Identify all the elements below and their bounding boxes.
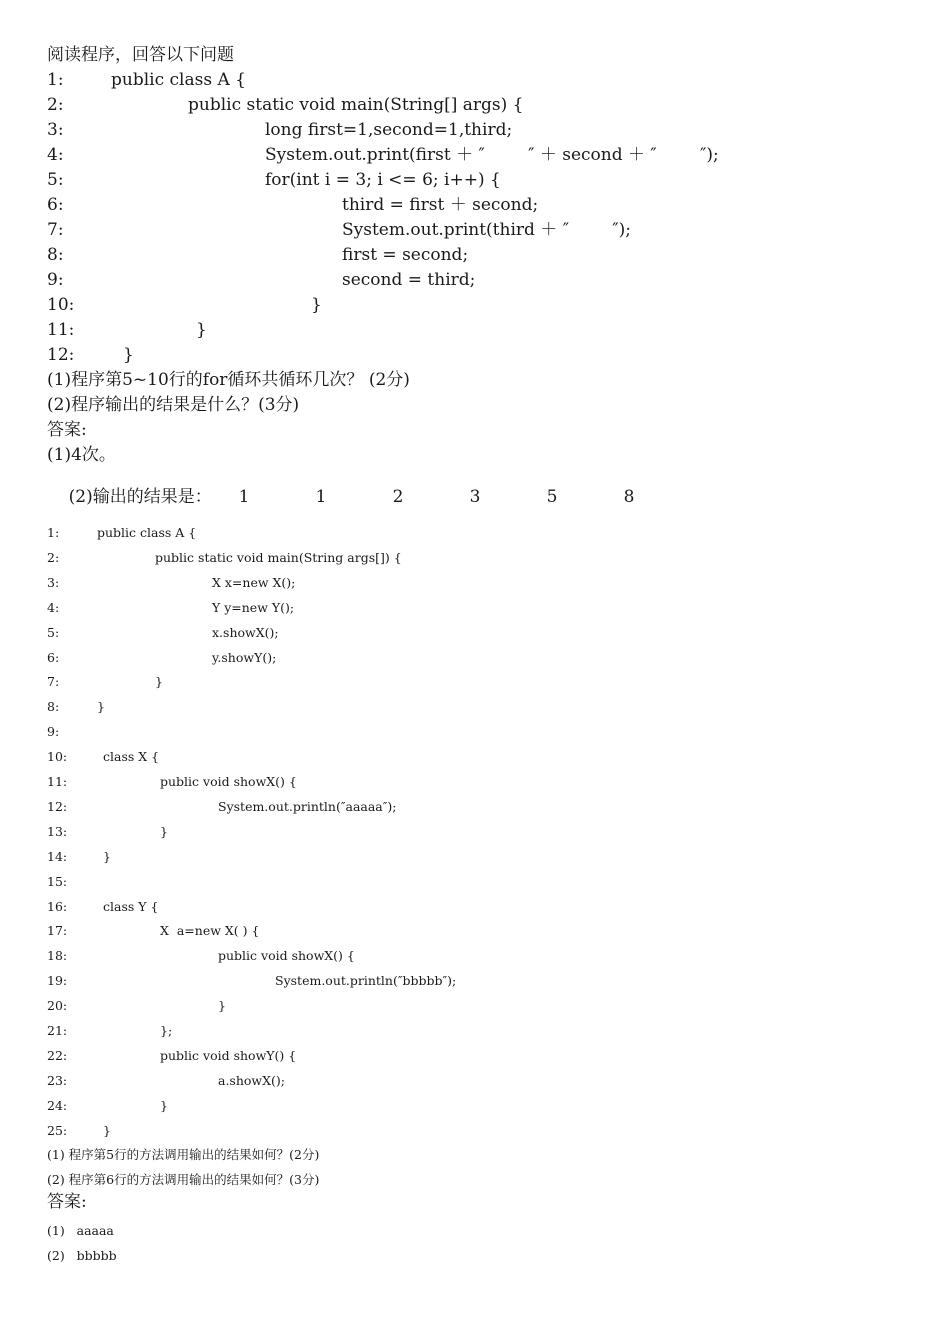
section2-answer-1: (1) aaaaa: [47, 1223, 114, 1238]
line-number: 18:: [47, 948, 68, 964]
code-text: }: [160, 1097, 168, 1113]
line-number: 8:: [47, 245, 64, 265]
code-line: [47, 172, 501, 189]
section1-title: 阅读程序，回答以下问题: [47, 45, 234, 65]
line-number: 13:: [47, 823, 68, 839]
code-line: [47, 122, 512, 139]
section1-question-1: (1)程序第5~10行的for循环共循环几次？ (2分): [47, 370, 410, 390]
code-text: }: [160, 823, 168, 839]
code-line: [47, 701, 105, 714]
code-line: [47, 898, 159, 914]
line-number: 8:: [47, 699, 60, 715]
line-number: 9:: [47, 724, 60, 740]
line-number: 2:: [47, 95, 64, 115]
code-line: [47, 527, 196, 540]
code-text: System.out.println(″aaaaa″);: [218, 798, 397, 814]
section1-answer-1: (1)4次。: [47, 445, 116, 465]
line-number: 22:: [47, 1047, 68, 1063]
code-text: Y y=new Y();: [212, 599, 295, 615]
line-number: 20:: [47, 998, 68, 1014]
code-line: [47, 549, 402, 565]
code-text: class X {: [103, 749, 160, 765]
section1-answer-2: [47, 472, 701, 523]
code-line: [47, 873, 97, 889]
line-number: 10:: [47, 295, 75, 315]
code-line: [47, 1072, 285, 1088]
line-number: 23:: [47, 1072, 68, 1088]
code-text: x.showX();: [212, 624, 279, 640]
code-text: public static void main(String[] args) {: [188, 95, 524, 115]
line-number: 6:: [47, 649, 60, 665]
code-line: [47, 297, 322, 314]
code-line: [47, 848, 111, 864]
code-line: [47, 574, 296, 590]
code-line: [47, 222, 631, 239]
line-number: 12:: [47, 345, 75, 365]
output-value: 1: [238, 487, 250, 507]
code-text: }: [311, 295, 322, 315]
code-text: System.out.print(third ＋ ″ ″);: [342, 220, 631, 240]
output-value: 5: [546, 487, 558, 507]
code-text: }: [218, 998, 226, 1014]
code-text: X x=new X();: [212, 574, 296, 590]
line-number: 19:: [47, 973, 68, 989]
code-text: public class A {: [97, 525, 197, 540]
code-line: [47, 1047, 297, 1063]
code-line: [47, 197, 538, 214]
section1-question-2: (2)程序输出的结果是什么？(3分): [47, 395, 300, 415]
code-text: }: [155, 674, 163, 690]
code-line: [47, 676, 163, 689]
code-line: [47, 1000, 226, 1013]
code-text: y.showY();: [212, 649, 277, 665]
code-text: first = second;: [342, 245, 469, 265]
line-number: 1:: [47, 525, 60, 540]
section1-answer-label: 答案:: [47, 420, 87, 440]
code-line: [47, 950, 355, 963]
output-value: 1: [315, 487, 327, 507]
code-line: [47, 823, 168, 839]
code-line: [47, 1122, 111, 1138]
code-line: [47, 726, 97, 739]
code-line: [47, 599, 295, 615]
code-text: public void showX() {: [218, 948, 355, 964]
code-line: [47, 975, 456, 988]
output-value: 2: [392, 487, 404, 507]
line-number: 2:: [47, 549, 60, 565]
code-line: [47, 925, 259, 938]
line-number: 7:: [47, 674, 60, 690]
line-number: 15:: [47, 873, 68, 889]
output-value: 3: [469, 487, 481, 507]
code-text: a.showX();: [218, 1072, 285, 1088]
code-text: for(int i = 3; i <= 6; i++) {: [265, 170, 501, 190]
code-text: public void showX() {: [160, 774, 297, 789]
line-number: 14:: [47, 848, 68, 864]
line-number: 25:: [47, 1122, 68, 1138]
code-line: [47, 1025, 172, 1038]
code-line: [47, 776, 297, 789]
code-text: }: [103, 848, 111, 864]
code-line: [47, 624, 279, 640]
code-line: [47, 649, 277, 665]
code-text: second = third;: [342, 270, 476, 290]
line-number: 21:: [47, 1023, 68, 1038]
section2-answer-2: (2) bbbbb: [47, 1248, 117, 1263]
section2-question-1: (1) 程序第5行的方法调用输出的结果如何？(2分): [47, 1147, 320, 1162]
line-number: 11:: [47, 774, 68, 789]
line-number: 16:: [47, 898, 68, 914]
code-line: [47, 272, 475, 289]
line-number: 24:: [47, 1097, 68, 1113]
output-value: 8: [623, 487, 635, 507]
code-text: public class A {: [111, 70, 246, 90]
code-text: }: [123, 345, 134, 365]
code-line: [47, 72, 246, 89]
code-line: [47, 1097, 168, 1113]
line-number: 11:: [47, 320, 75, 340]
line-number: 4:: [47, 145, 64, 165]
code-line: [47, 97, 524, 114]
answer-2-label: (2)输出的结果是：: [68, 487, 212, 507]
code-text: };: [160, 1023, 173, 1038]
line-number: 10:: [47, 749, 68, 765]
code-line: [47, 751, 159, 764]
code-text: long first=1,second=1,third;: [265, 120, 513, 140]
code-line: [47, 247, 468, 264]
line-number: 3:: [47, 120, 64, 140]
line-number: 6:: [47, 195, 64, 215]
code-text: public void showY() {: [160, 1047, 297, 1063]
code-text: }: [196, 320, 207, 340]
section2-question-2: (2) 程序第6行的方法调用输出的结果如何？(3分): [47, 1172, 320, 1187]
code-text: class Y {: [103, 898, 159, 914]
line-number: 5:: [47, 170, 64, 190]
code-text: }: [97, 699, 105, 715]
code-text: public static void main(String args[]) {: [155, 549, 402, 565]
code-text: System.out.print(first ＋ ″ ″ ＋ second ＋ ″ ″);: [265, 145, 719, 165]
line-number: 5:: [47, 624, 60, 640]
code-text: third = first ＋ second;: [342, 195, 539, 215]
code-line: [47, 798, 397, 814]
line-number: 12:: [47, 798, 68, 814]
code-line: [47, 147, 719, 164]
line-number: 7:: [47, 220, 64, 240]
line-number: 4:: [47, 599, 60, 615]
line-number: 1:: [47, 70, 64, 90]
code-text: X a=new X( ) {: [160, 923, 260, 939]
line-number: 3:: [47, 574, 60, 590]
code-line: [47, 347, 134, 364]
line-number: 9:: [47, 270, 64, 290]
code-text: }: [103, 1122, 111, 1138]
code-text: System.out.println(″bbbbb″);: [275, 973, 457, 989]
line-number: 17:: [47, 923, 68, 939]
section2-answer-label: 答案:: [47, 1192, 87, 1212]
code-line: [47, 322, 207, 339]
